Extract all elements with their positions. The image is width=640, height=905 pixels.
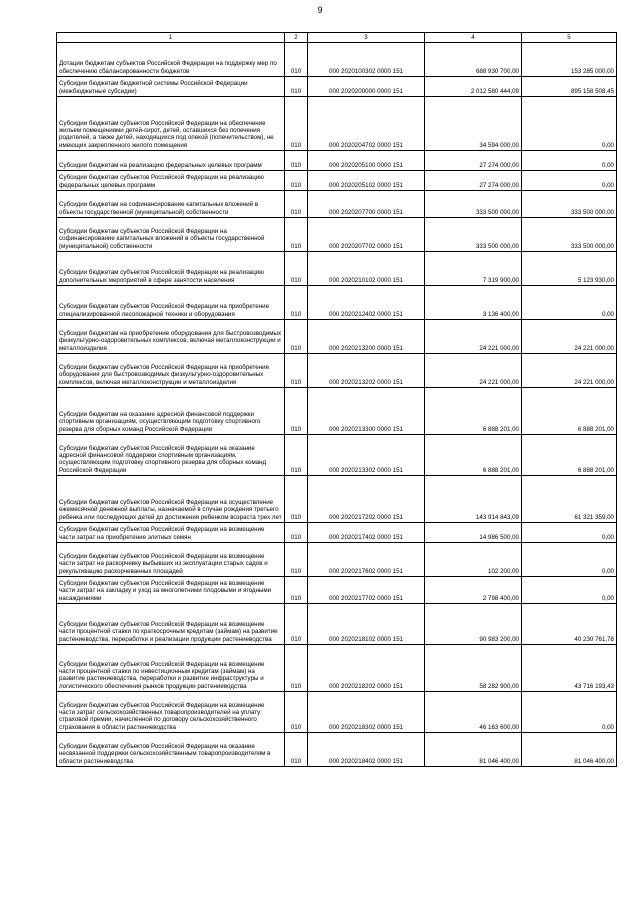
table-row bbox=[57, 543, 617, 577]
cell-code: 000 2020213300 0000 151 bbox=[308, 388, 425, 435]
cell-plan: 2 012 580 444,09 bbox=[425, 77, 522, 97]
cell-fact: 6 888 201,00 bbox=[522, 435, 617, 476]
cell-admin: 010 bbox=[285, 43, 308, 77]
cell-admin: 010 bbox=[285, 354, 308, 388]
table-row bbox=[57, 286, 617, 320]
cell-admin: 010 bbox=[285, 320, 308, 354]
cell-admin: 010 bbox=[285, 543, 308, 577]
cell-code: 000 2020204702 0000 151 bbox=[308, 97, 425, 151]
cell-plan: 24 221 000,00 bbox=[425, 354, 522, 388]
cell-fact: 61 321 359,00 bbox=[522, 476, 617, 523]
cell-plan: 27 274 000,00 bbox=[425, 171, 522, 191]
cell-fact: 333 500 000,00 bbox=[522, 191, 617, 218]
cell-admin: 010 bbox=[285, 523, 308, 543]
header-cell: 5 bbox=[522, 33, 617, 43]
cell-fact: 81 046 400,00 bbox=[522, 733, 617, 767]
cell-name: Субсидии бюджетам субъектов Российской Федерации на осуществление ежемесячной денежной выплаты, назначаемой в случае рождения третьего ребенка или последующих детей до достижения ребенком возраста трех лет bbox=[57, 476, 285, 523]
cell-plan: 14 986 500,00 bbox=[425, 523, 522, 543]
table-row bbox=[57, 435, 617, 476]
cell-admin: 010 bbox=[285, 286, 308, 320]
cell-plan: 24 221 000,00 bbox=[425, 320, 522, 354]
cell-code: 000 2020207700 0000 151 bbox=[308, 191, 425, 218]
cell-admin: 010 bbox=[285, 218, 308, 252]
cell-admin: 010 bbox=[285, 692, 308, 733]
cell-name: Субсидии бюджетам субъектов Российской Федерации на софинансирование капитальных вложений в объекты государственной (муниципальной) собственности bbox=[57, 218, 285, 252]
cell-fact: 0,00 bbox=[522, 692, 617, 733]
cell-name: Субсидии бюджетам субъектов Российской Федерации на возмещение части затрат на закладку и уход за многолетними плодовыми и ягодными насаждениями bbox=[57, 577, 285, 604]
cell-code: 000 2020213202 0000 151 bbox=[308, 354, 425, 388]
cell-name: Субсидии бюджетам субъектов Российской Федерации на приобретение специализированной лесопожарной техники и оборудования bbox=[57, 286, 285, 320]
cell-admin: 010 bbox=[285, 388, 308, 435]
table-row bbox=[57, 191, 617, 218]
header-cell: 2 bbox=[285, 33, 308, 43]
cell-plan: 333 500 000,00 bbox=[425, 191, 522, 218]
budget-table bbox=[56, 32, 617, 767]
cell-admin: 010 bbox=[285, 435, 308, 476]
page-number: 9 bbox=[317, 5, 323, 15]
cell-admin: 010 bbox=[285, 645, 308, 692]
cell-fact: 6 888 201,00 bbox=[522, 388, 617, 435]
table-row bbox=[57, 476, 617, 523]
cell-fact: 0,00 bbox=[522, 543, 617, 577]
table-row bbox=[57, 354, 617, 388]
cell-name: Субсидии бюджетам субъектов Российской Федерации на возмещение части затрат на раскорчевку выбывших из эксплуатации старых садов и рекультивацию раскорчеванных площадей bbox=[57, 543, 285, 577]
cell-fact: 43 716 193,43 bbox=[522, 645, 617, 692]
cell-plan: 34 594 000,00 bbox=[425, 97, 522, 151]
cell-fact: 24 221 000,00 bbox=[522, 354, 617, 388]
cell-name: Субсидии бюджетам субъектов Российской Федерации на оказание адресной финансовой поддержки спортивным организациям, осуществляющим подготовку спортивного резерва для сборных команд Российской Федерации bbox=[57, 435, 285, 476]
cell-plan: 333 500 000,00 bbox=[425, 218, 522, 252]
cell-name: Субсидии бюджетам субъектов Российской Федерации на реализацию федеральных целевых программ bbox=[57, 171, 285, 191]
cell-name: Субсидии бюджетам субъектов Российской Федерации на приобретение оборудования для быстровозводимых физкультурно-оздоровительных комплексов, включая металлоконструкции и металлоизделия bbox=[57, 354, 285, 388]
cell-plan: 58 282 900,00 bbox=[425, 645, 522, 692]
cell-name: Субсидии бюджетам субъектов Российской Федерации на возмещение части процентной ставки по краткосрочным кредитам (займам) на развитие растениеводства, переработки и реализации продукции растениеводства bbox=[57, 604, 285, 645]
table-row bbox=[57, 388, 617, 435]
cell-admin: 010 bbox=[285, 171, 308, 191]
table-row bbox=[57, 171, 617, 191]
cell-code: 000 2020213200 0000 151 bbox=[308, 320, 425, 354]
cell-code: 000 2020217602 0000 151 bbox=[308, 543, 425, 577]
cell-fact: 24 221 000,00 bbox=[522, 320, 617, 354]
cell-code: 000 2020218402 0000 151 bbox=[308, 733, 425, 767]
header-cell: 4 bbox=[425, 33, 522, 43]
cell-name: Субсидии бюджетам субъектов Российской Федерации на возмещение части затрат на приобретение элитных семян bbox=[57, 523, 285, 543]
cell-code: 000 2020210102 0000 151 bbox=[308, 252, 425, 286]
table-row bbox=[57, 733, 617, 767]
cell-name: Субсидии бюджетам субъектов Российской Федерации на возмещение части затрат сельскохозяйственных товаропроизводителей на уплату страховой премии, начисленной по договору сельскохозяйственного страхования в области растениеводства bbox=[57, 692, 285, 733]
cell-name: Субсидии бюджетам на приобретение оборудования для быстровозводимых физкультурно-оздоровительных комплексов, включая металлоконструкции и металлоизделия bbox=[57, 320, 285, 354]
cell-admin: 010 bbox=[285, 191, 308, 218]
cell-fact: 5 123 930,00 bbox=[522, 252, 617, 286]
cell-fact: 0,00 bbox=[522, 286, 617, 320]
cell-plan: 102 200,00 bbox=[425, 543, 522, 577]
cell-code: 000 2020218202 0000 151 bbox=[308, 645, 425, 692]
table-row bbox=[57, 97, 617, 151]
cell-name: Субсидии бюджетам субъектов Российской Федерации на возмещение части процентной ставки по инвестиционным кредитам (займам) на развитие растениеводства, переработки и развитие инфраструктуры и логистического обеспечения рынков продукции растениеводства bbox=[57, 645, 285, 692]
cell-admin: 010 bbox=[285, 604, 308, 645]
cell-name: Субсидии бюджетам на реализацию федеральных целевых программ bbox=[57, 151, 285, 171]
cell-admin: 010 bbox=[285, 151, 308, 171]
header-cell: 1 bbox=[57, 33, 285, 43]
cell-fact: 0,00 bbox=[522, 523, 617, 543]
table-row bbox=[57, 252, 617, 286]
cell-code: 000 2020205102 0000 151 bbox=[308, 171, 425, 191]
cell-code: 000 2020217402 0000 151 bbox=[308, 523, 425, 543]
cell-plan: 27 274 000,00 bbox=[425, 151, 522, 171]
table-row bbox=[57, 577, 617, 604]
cell-plan: 90 983 200,00 bbox=[425, 604, 522, 645]
cell-admin: 010 bbox=[285, 252, 308, 286]
cell-admin: 010 bbox=[285, 733, 308, 767]
cell-name: Субсидии бюджетам бюджетной системы Российской Федерации (межбюджетные субсидии) bbox=[57, 77, 285, 97]
cell-plan: 6 888 201,00 bbox=[425, 435, 522, 476]
cell-plan: 7 319 900,00 bbox=[425, 252, 522, 286]
table-row bbox=[57, 43, 617, 77]
cell-admin: 010 bbox=[285, 577, 308, 604]
cell-code: 000 2020207702 0000 151 bbox=[308, 218, 425, 252]
cell-code: 000 2020217702 0000 151 bbox=[308, 577, 425, 604]
cell-plan: 46 163 600,00 bbox=[425, 692, 522, 733]
cell-name: Субсидии бюджетам на оказание адресной финансовой поддержки спортивным организациям, осуществляющим подготовку спортивного резерва для сборных команд Российской Федерации bbox=[57, 388, 285, 435]
cell-fact: 0,00 bbox=[522, 577, 617, 604]
cell-plan: 6 888 201,00 bbox=[425, 388, 522, 435]
cell-code: 000 2020218102 0000 151 bbox=[308, 604, 425, 645]
header-row bbox=[57, 33, 617, 43]
cell-code: 000 2020218302 0000 151 bbox=[308, 692, 425, 733]
cell-fact: 0,00 bbox=[522, 171, 617, 191]
table-row bbox=[57, 645, 617, 692]
table-row bbox=[57, 320, 617, 354]
cell-name: Дотации бюджетам субъектов Российской Федерации на поддержку мер по обеспечению сбалансированности бюджетов bbox=[57, 43, 285, 77]
header-cell: 3 bbox=[308, 33, 425, 43]
table-row bbox=[57, 77, 617, 97]
cell-plan: 143 914 843,09 bbox=[425, 476, 522, 523]
cell-code: 000 2020205100 0000 151 bbox=[308, 151, 425, 171]
cell-plan: 3 136 400,00 bbox=[425, 286, 522, 320]
cell-name: Субсидии бюджетам субъектов Российской Федерации на реализацию дополнительных мероприятий в сфере занятости населения bbox=[57, 252, 285, 286]
cell-fact: 40 230 761,78 bbox=[522, 604, 617, 645]
table-row bbox=[57, 523, 617, 543]
cell-admin: 010 bbox=[285, 97, 308, 151]
cell-fact: 333 500 000,00 bbox=[522, 218, 617, 252]
cell-fact: 0,00 bbox=[522, 97, 617, 151]
cell-admin: 010 bbox=[285, 476, 308, 523]
cell-fact: 895 158 508,45 bbox=[522, 77, 617, 97]
table-row bbox=[57, 604, 617, 645]
cell-code: 000 2020213302 0000 151 bbox=[308, 435, 425, 476]
table-row bbox=[57, 692, 617, 733]
cell-name: Субсидии бюджетам субъектов Российской Федерации на оказание несвязанной поддержки сельскохозяйственным товаропроизводителям в области растениеводства bbox=[57, 733, 285, 767]
cell-code: 000 2020212402 0000 151 bbox=[308, 286, 425, 320]
cell-code: 000 2020200000 0000 151 bbox=[308, 77, 425, 97]
cell-fact: 0,00 bbox=[522, 151, 617, 171]
cell-plan: 688 930 700,00 bbox=[425, 43, 522, 77]
cell-fact: 153 285 000,00 bbox=[522, 43, 617, 77]
cell-plan: 2 798 400,00 bbox=[425, 577, 522, 604]
table-row bbox=[57, 151, 617, 171]
cell-code: 000 2020217202 0000 151 bbox=[308, 476, 425, 523]
cell-name: Субсидии бюджетам субъектов Российской Федерации на обеспечение жильем помещениями детей-сирот, детей, оставшихся без попечения родителей, а также детей, находящихся под опекой (попечительством), не имеющих закрепленного жилого помещения bbox=[57, 97, 285, 151]
cell-admin: 010 bbox=[285, 77, 308, 97]
cell-plan: 81 046 400,00 bbox=[425, 733, 522, 767]
cell-code: 000 2020100302 0000 151 bbox=[308, 43, 425, 77]
table-row bbox=[57, 218, 617, 252]
cell-name: Субсидии бюджетам на софинансирование капитальных вложений в объекты государственной (муниципальной) собственности bbox=[57, 191, 285, 218]
